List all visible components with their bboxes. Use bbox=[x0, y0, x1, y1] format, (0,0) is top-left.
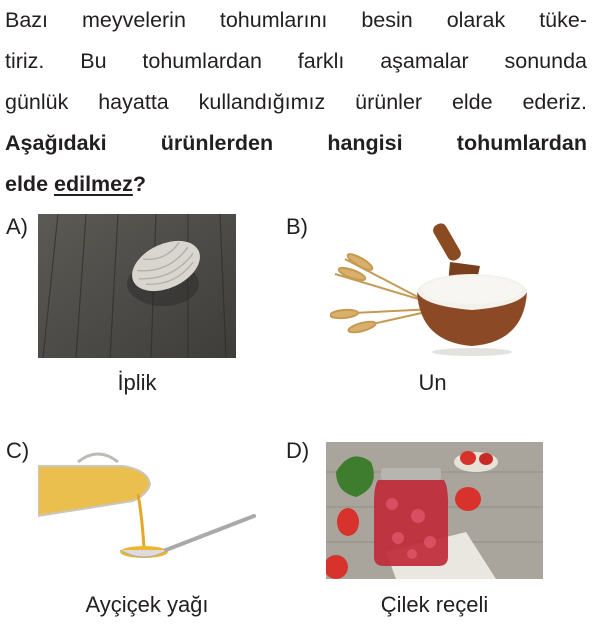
stem-line-1: Bazı meyvelerin tohumlarını besin olarak tüke- bbox=[5, 8, 587, 32]
question-prompt-line-1: Aşağıdaki ürünlerden hangisi tohumlardan bbox=[5, 131, 587, 155]
negation-word: edilmez bbox=[54, 172, 133, 196]
yarn-skein-image[interactable] bbox=[38, 214, 236, 358]
strawberry-jam-image[interactable] bbox=[326, 442, 543, 579]
option-d-caption: Çilek reçeli bbox=[380, 592, 489, 617]
option-b-letter[interactable]: B) bbox=[286, 214, 308, 239]
option-b-caption: Un bbox=[418, 370, 447, 395]
prompt-pre: elde bbox=[5, 172, 54, 196]
option-c-caption: Ayçiçek yağı bbox=[85, 592, 209, 617]
sunflower-oil-image[interactable] bbox=[38, 446, 256, 584]
stem-line-2: tiriz. Bu tohumlardan farklı aşamalar sonunda bbox=[5, 49, 587, 73]
question-prompt-line-2 bbox=[5, 164, 587, 205]
option-a-letter[interactable]: A) bbox=[6, 214, 28, 239]
flour-bowl-image[interactable] bbox=[330, 214, 535, 358]
option-c-letter[interactable]: C) bbox=[6, 438, 30, 463]
prompt-post: ? bbox=[132, 172, 147, 196]
option-d-letter[interactable]: D) bbox=[286, 438, 310, 463]
option-a-caption: İplik bbox=[117, 370, 157, 395]
stem-line-3: günlük hayatta kullandığımız ürünler elde ederiz. bbox=[5, 90, 587, 114]
question-stem bbox=[5, 0, 587, 205]
